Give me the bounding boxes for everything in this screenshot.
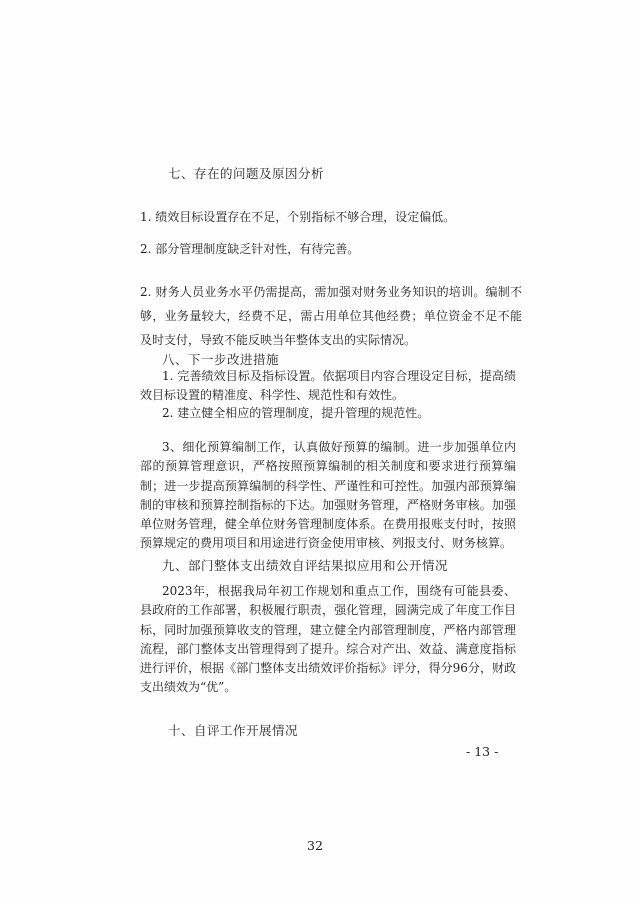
section-7-heading: 七、存在的问题及原因分析 xyxy=(168,166,325,181)
section-7-item-3: 2. 财务人员业务水平仍需提高，需加强对财务业务知识的培训。编制不够，业务量较大，经费不足，需占用单位其他经费；单位资金不足不能及时支付，导致不能反映当年整体支出的实际情况。 xyxy=(140,285,522,347)
outer-page-number: 32 xyxy=(307,838,323,853)
section-9-paragraph: 2023年，根据我局年初工作规划和重点工作，围绕有可能县委、县政府的工作部署，积极履行职责，强化管理，圆满完成了年度工作目标，同时加强预算收支的管理，建立健全内部管理制度，严格内部管理流程，部门整体支出管理得到了提升。综合对产出、效益、满意度指标进行评价，根据《部门整体支出绩效评价指标》评分，得分96分，财政支出绩效为“优”。 xyxy=(140,584,516,695)
section-9-heading: 九、部门整体支出绩效自评结果拟应用和公开情况 xyxy=(162,558,449,573)
section-8-heading: 八、下一步改进措施 xyxy=(162,352,280,367)
inner-page-number: - 13 - xyxy=(466,744,499,759)
section-8-item-2: 2. 建立健全相应的管理制度，提升管理的规范性。 xyxy=(162,406,430,420)
section-8-item-3: 3、细化预算编制工作，认真做好预算的编制。进一步加强单位内部的预算管理意识，严格按照预算编制的相关制度和要求进行预算编制；进一步提高预算编制的科学性、严谨性和可控性。加强内部预算编制的审核和预算控制指标的下达。加强财务管理，严格财务审核。加强单位财务管理，健全单位财务管理制度体系。在费用报账支付时，按照预算规定的费用项目和用途进行资金使用审核、列报支付、财务核算。 xyxy=(140,440,516,551)
section-7-item-2: 2. 部分管理制度缺乏针对性，有待完善。 xyxy=(140,242,360,256)
section-8-item-1: 1. 完善绩效目标及指标设置。依据项目内容合理设定目标，提高绩效目标设置的精准度、科学性、规范性和有效性。 xyxy=(140,369,516,402)
section-7-item-1: 1. 绩效目标设置存在不足，个别指标不够合理，设定偏低。 xyxy=(140,210,456,224)
section-10-heading: 十、自评工作开展情况 xyxy=(168,723,299,738)
